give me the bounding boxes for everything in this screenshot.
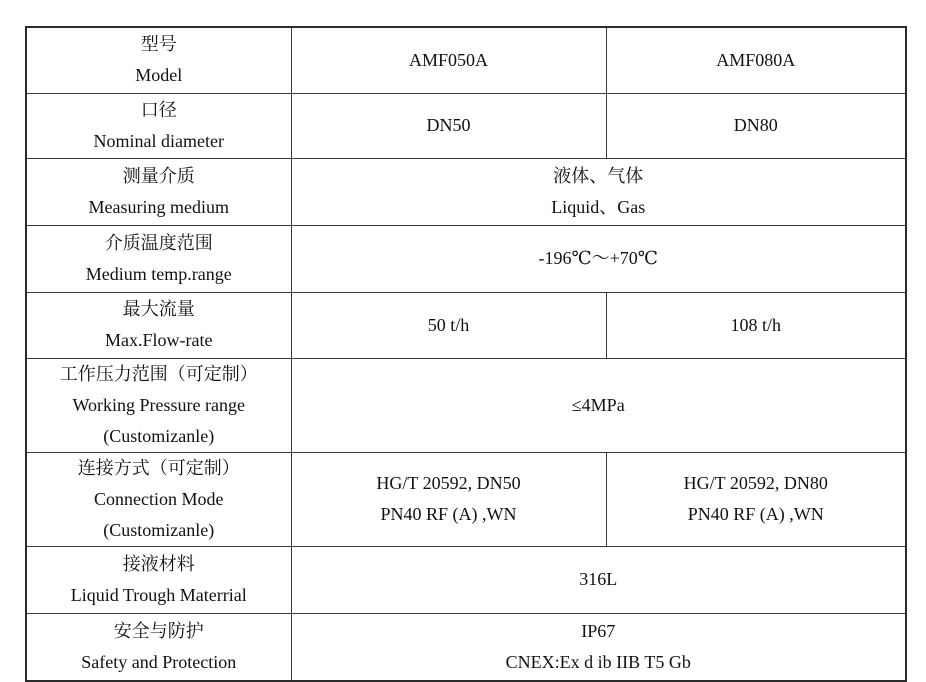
value-line-2: PN40 RF (A) ,WN (687, 504, 824, 524)
value-material: 316L (291, 546, 906, 613)
row-label-pressure (26, 358, 291, 452)
specification-table (25, 26, 907, 682)
table-row-medium (26, 158, 906, 225)
value-temp-range: -196℃～+70℃ (291, 225, 906, 292)
label-zh: 安全与防护 (113, 620, 204, 641)
value-diameter-1: DN50 (291, 93, 606, 158)
label-en: Model (135, 65, 183, 86)
label-zh: 口径 (140, 99, 177, 120)
value-medium (291, 158, 906, 225)
value-diameter-2: DN80 (606, 93, 906, 158)
label-en: Max.Flow-rate (105, 330, 213, 350)
table-row-flow-rate (26, 292, 906, 358)
row-label-material (26, 546, 291, 613)
value-line-2: Liquid、Gas (551, 196, 646, 217)
table-row-temp-range (26, 225, 906, 292)
label-en: Liquid Trough Materrial (70, 584, 247, 605)
value-line-1: HG/T 20592, DN50 (376, 473, 521, 493)
value-flow-rate-1: 50 t/h (291, 292, 606, 358)
row-label-protection (26, 613, 291, 681)
row-label-flow-rate (26, 292, 291, 358)
table-row-diameter (26, 93, 906, 158)
label-zh: 型号 (140, 34, 177, 55)
label-zh: 连接方式（可定制） (77, 457, 240, 478)
table-row-model (26, 27, 906, 93)
value-line-2: PN40 RF (A) ,WN (380, 504, 517, 524)
label-en: Medium temp.range (85, 263, 232, 284)
value-model-1: AMF050A (291, 27, 606, 93)
label-en: Nominal diameter (93, 130, 224, 151)
label-zh: 最大流量 (122, 299, 195, 319)
label-zh: 介质温度范围 (104, 232, 213, 253)
label-en: Measuring medium (88, 196, 229, 217)
row-label-medium (26, 158, 291, 225)
value-line-2: CNEX:Ex d ib IIB T5 Gb (505, 651, 691, 672)
label-zh: 测量介质 (122, 165, 195, 186)
value-model-2: AMF080A (606, 27, 906, 93)
value-connection-2 (606, 452, 906, 546)
value-pressure: ≤4MPa (291, 358, 906, 452)
table-row-pressure (26, 358, 906, 452)
row-label-model (26, 27, 291, 93)
label-en: Connection Mode (94, 488, 224, 509)
label-zh: 接液材料 (122, 553, 195, 574)
label-en: Safety and Protection (81, 651, 237, 672)
value-connection-1 (291, 452, 606, 546)
row-label-diameter (26, 93, 291, 158)
label-en: Working Pressure range (72, 394, 245, 415)
table-row-protection (26, 613, 906, 681)
row-label-connection (26, 452, 291, 546)
label-en-2: (Customizanle) (103, 425, 215, 446)
table-row-connection (26, 452, 906, 546)
value-protection (291, 613, 906, 681)
label-zh: 工作压力范围（可定制） (59, 363, 258, 384)
row-label-temp-range (26, 225, 291, 292)
value-line-1: 液体、气体 (553, 165, 644, 186)
table-row-material (26, 546, 906, 613)
value-flow-rate-2: 108 t/h (606, 292, 906, 358)
label-en-2: (Customizanle) (103, 519, 215, 540)
value-line-1: HG/T 20592, DN80 (683, 473, 828, 493)
value-line-1: IP67 (581, 620, 616, 641)
